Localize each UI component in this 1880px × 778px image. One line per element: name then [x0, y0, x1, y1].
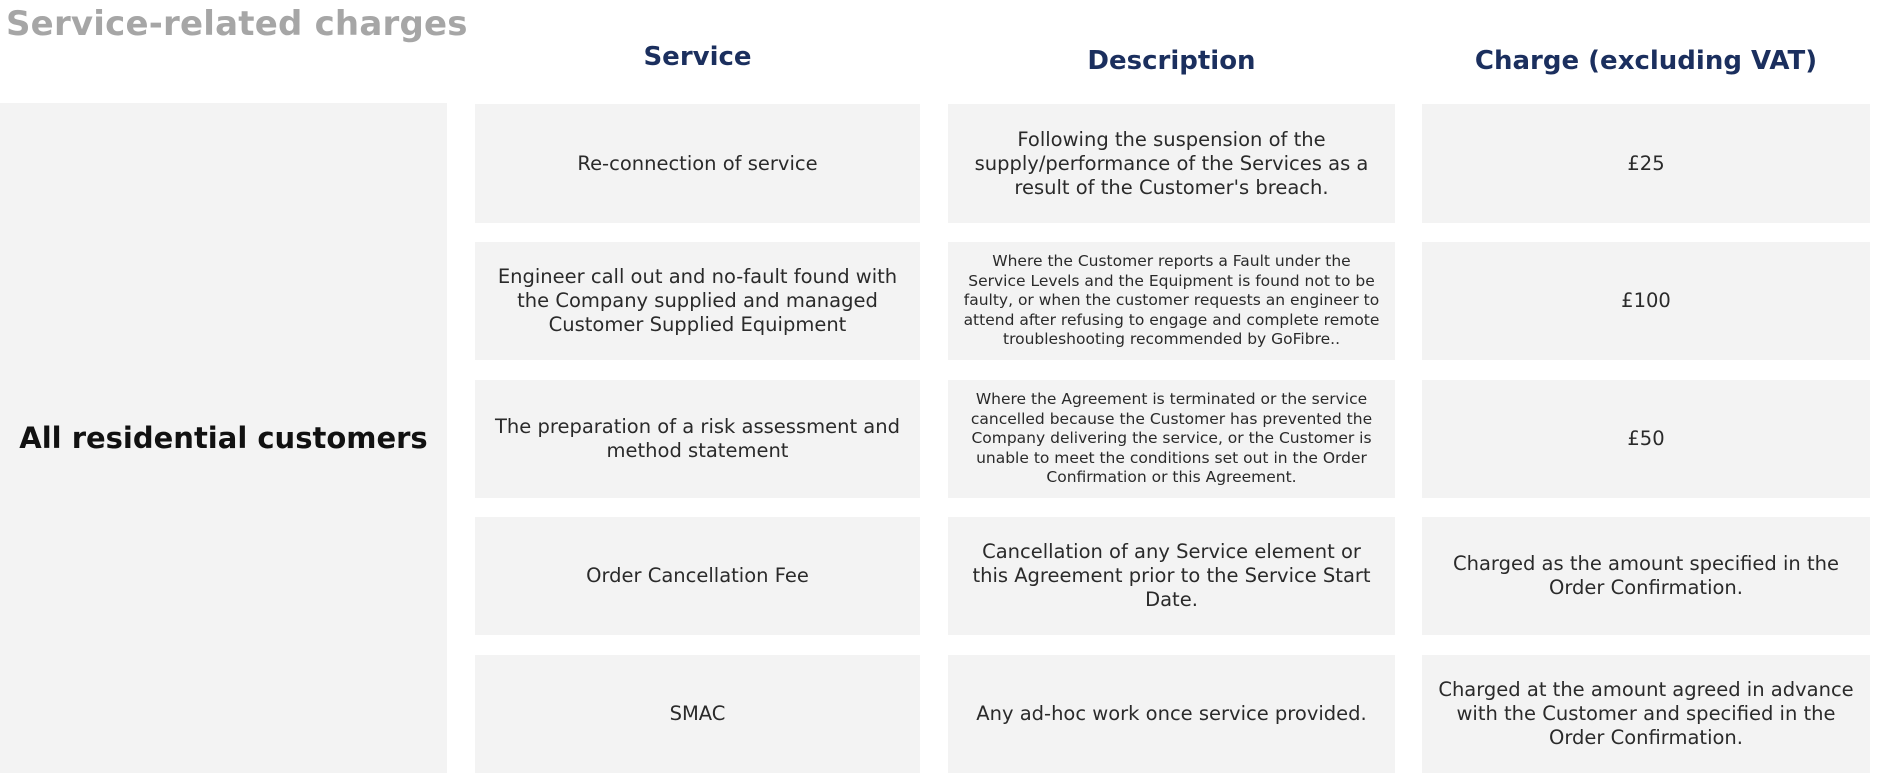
customer-group-label: All residential customers [19, 421, 428, 455]
column-header-service: Service [643, 42, 752, 72]
column-header-charge: Charge (excluding VAT) [1474, 46, 1818, 76]
table-cell-service: Order Cancellation Fee [475, 517, 920, 635]
table-cell-service: SMAC [475, 655, 920, 773]
table-cell-charge: Charged at the amount agreed in advance with the Customer and specified in the Order Confirmation. [1422, 655, 1870, 773]
table-cell-charge: £25 [1422, 104, 1870, 223]
table-cell-description: Where the Agreement is terminated or the service cancelled because the Customer has prevented the Company delivering the service, or the Customer is unable to meet the conditions set out in the Order Confirmation or this Agreement. [948, 380, 1395, 498]
table-cell-service: Re-connection of service [475, 104, 920, 223]
table-cell-description: Cancellation of any Service element or this Agreement prior to the Service Start Date. [948, 517, 1395, 635]
table-cell-charge: £50 [1422, 380, 1870, 498]
table-cell-service: The preparation of a risk assessment and method statement [475, 380, 920, 498]
table-cell-description: Following the suspension of the supply/performance of the Services as a result of the Customer's breach. [948, 104, 1395, 223]
table-cell-description: Where the Customer reports a Fault under the Service Levels and the Equipment is found not to be faulty, or when the customer requests an engineer to attend after refusing to engage and complete remote troubleshooting recommended by GoFibre.. [948, 242, 1395, 360]
column-header-description: Description [1087, 46, 1256, 76]
table-cell-charge: Charged as the amount specified in the Order Confirmation. [1422, 517, 1870, 635]
table-cell-description: Any ad-hoc work once service provided. [948, 655, 1395, 773]
table-cell-service: Engineer call out and no-fault found with the Company supplied and managed Customer Supplied Equipment [475, 242, 920, 360]
table-cell-charge: £100 [1422, 242, 1870, 360]
customer-group-cell [0, 103, 447, 773]
page-title: Service-related charges [6, 4, 468, 44]
